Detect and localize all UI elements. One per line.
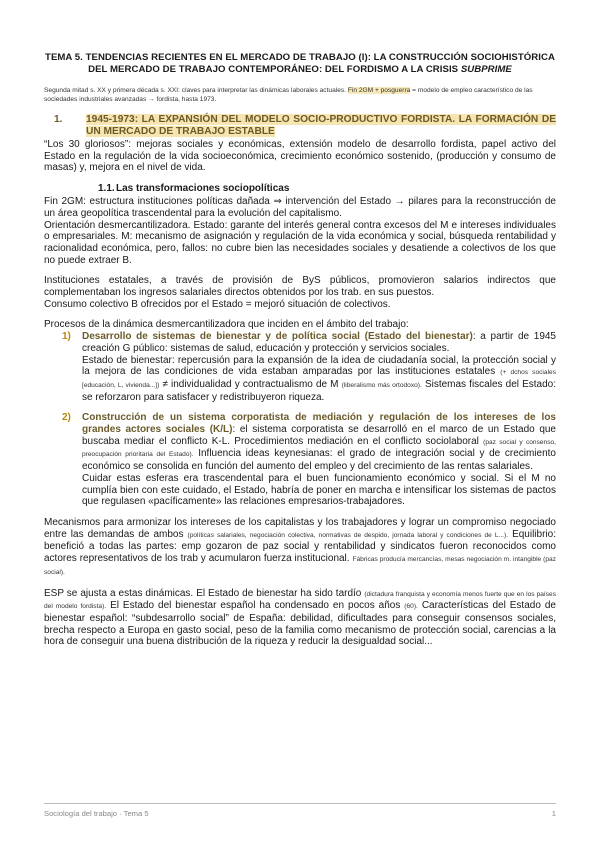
- section-1-paragraph: “Los 30 gloriosos”: mejoras sociales y económicas, extensión modelo de desarrollo fordista, papel activo del Estado en la regulación de la vida socioeconómica, crecimiento económico sostenido, (producción y consumo de masas) y, mejora en el nivel de vida.: [44, 139, 556, 174]
- corporatist-heading: Construcción de un sistema corporatista de mediación y regulación de los intereses de los grandes actores sociales (K/L): [82, 412, 556, 436]
- intro-paragraph: [44, 86, 556, 104]
- welfare-note-2: (liberalismo más ortodoxo).: [341, 381, 422, 389]
- subsection-heading: [44, 183, 556, 195]
- welfare-note-1: (+ dchos sociales [educación, L, vivienda...]): [82, 369, 556, 389]
- spain-text-3: Características del Estado de bienestar español: “subdesarrollo social” de España: debilidad, dificultades para conseguir consensos sociales, brecha respecto a Europa en gasto social, peso de la familia como mecanismo de protección social, carencias a la hora de conseguir una buena distribución de la riqueza y reducir la desigualdad social...: [44, 600, 556, 648]
- corporatist-paragraph-a: [82, 412, 556, 473]
- welfare-text-b3: Sistemas fiscales del Estado: se reforzaron para satisfacer y redistribuyeron riqueza.: [82, 378, 556, 403]
- footer-page-number: 1: [551, 809, 556, 818]
- section-1-title: 1945-1973: LA EXPANSIÓN DEL MODELO SOCIO-PRODUCTIVO FORDISTA. LA FORMACIÓN DE UN MERCADO DE TRABAJO ESTABLE: [86, 114, 556, 137]
- subsection-number: 1.1.: [98, 183, 115, 195]
- paragraph-processes: Procesos de la dinámica desmercantilizadora que inciden en el ámbito del trabajo:: [44, 319, 409, 331]
- mechanisms-text-2: Equilibrio: benefició a todas las partes: emp gozaron de paz social y rentabilidad y sindicatos fueron reconocidos como actores representativos de los trab y acumularon fuerza institucional.: [44, 528, 556, 565]
- corporatist-text-a1: : el sistema corporatista se desarrolló en el marco de un Estado que buscaba mediar el conflicto K-L. Procedimientos mediación en el conflicto sociolaboral: [82, 424, 556, 447]
- mechanisms-note-2: Fábricas producía mercancías, mesas negociación m. intangible (paz social).: [44, 556, 556, 576]
- title-text: TEMA 5. TENDENCIAS RECIENTES EN EL MERCADO DE TRABAJO (I): LA CONSTRUCCIÓN SOCIOHISTÓRICA DEL MERCADO DE TRABAJO CONTEMPORÁNEO: DEL FORDISMO A LA CRISIS: [45, 52, 555, 75]
- intro-text-b: = modelo de empleo característico de las sociedades industriales avanzadas → fordista, hasta 1973.: [44, 87, 533, 103]
- section-1-heading: [44, 114, 556, 138]
- intro-text-a: Segunda mitad s. XX y primera década s. XXI: claves para interpretar las dinámicas laborales actuales.: [44, 87, 346, 94]
- mechanisms-text-1: Mecanismos para armonizar los intereses de los capitalistas y los trabajadores y lograr un compromiso negociado entre las demandas de ambos: [44, 516, 556, 540]
- corporatist-text-a2: Influencia ideas keynesianas: el grado de integración social y de crecimiento económico se consolida en función del aumento del empleo y del crecimiento de las rentas salariales.: [82, 448, 556, 473]
- subsection-title: Las transformaciones sociopolíticas: [116, 183, 290, 195]
- section-1-number: 1.: [54, 114, 63, 125]
- document-title: [44, 52, 556, 76]
- footer-course-label: Sociología del trabajo · Tema 5: [44, 809, 149, 818]
- list-marker-1: 1): [62, 331, 71, 343]
- welfare-text-b2: ≠ individualidad y contractualismo de M: [159, 378, 342, 390]
- welfare-text-a: : a partir de 1945 creación G público: sistemas de salud, educación y protección y servicios sociales.: [82, 331, 556, 354]
- welfare-paragraph-a: [82, 331, 556, 354]
- mechanisms-note-1: (políticas salariales, negociación colectiva, normativas de despido, jornada laboral y condiciones de L...).: [187, 531, 509, 539]
- list-item-welfare: [44, 331, 556, 403]
- welfare-text-b1: Estado de bienestar: repercusión para la expansión de la idea de ciudadanía social, la protección social y la mejora de las condiciones de vida estaban amparadas por las instituciones estatales: [82, 354, 556, 378]
- welfare-heading: Desarrollo de sistemas de bienestar y de política social (Estado del bienestar): [82, 331, 473, 343]
- page-footer: [44, 803, 556, 818]
- spain-note-2: (60).: [404, 603, 418, 611]
- title-emphasis: SUBPRIME: [460, 64, 512, 75]
- paragraph-postwar: Fin 2GM: estructura instituciones políticas dañada ⇒ intervención del Estado → pilares para la reconstrucción de un área geopolítica trascendental para la evolución del capitalismo.: [44, 196, 556, 219]
- spain-text-1: ESP se ajusta a estas dinámicas. El Estado de bienestar ha sido tardío: [44, 587, 365, 599]
- paragraph-institutions: Instituciones estatales, a través de provisión de ByS públicos, promovieron salarios indirectos que complementaban los ingresos salariales directos obtenidos por los trab. en sus puestos.: [44, 275, 556, 299]
- corporatist-paragraph-b: Cuidar estas esferas era trascendental para el buen funcionamiento económico y social. Si el M no cumplía bien con este cuidado, el Estado, habría de poner en marcha e intensificar los sistemas de pactos que regulasen «pacíficamente» las relaciones empresarios-trabajadores.: [82, 472, 556, 508]
- spain-text-2: El Estado del bienestar español ha condensado en pocos años: [106, 600, 405, 612]
- spain-note-1: (dictadura franquista y economía menos fuerte que en los países del modelo fordista).: [44, 590, 556, 611]
- welfare-paragraph-b: [82, 355, 556, 404]
- paragraph-orientation: Orientación desmercantilizadora. Estado: garante del interés general contra excesos del M e intereses individuales o empresariales. M: mecanismo de asignación y regulación de la vida económica y social, búsqueda rentabilidad y racionalidad económica, pero, fallos: no cubre bien las necesidades sociales y desatiende a colectivos de los que no puede extraer B.: [44, 219, 556, 266]
- paragraph-spain: [44, 588, 556, 649]
- intro-highlight: Fin 2GM + posguerra: [347, 87, 411, 94]
- page-content: [44, 52, 556, 648]
- list-item-corporatist: [44, 412, 556, 508]
- corporatist-note: (paz social y consenso, preocupación prioritaria del Estado).: [82, 438, 557, 459]
- paragraph-mechanisms: [44, 517, 556, 579]
- paragraph-consumption: Consumo colectivo B ofrecidos por el Estado = mejoró situación de colectivos.: [44, 298, 391, 310]
- list-marker-2: 2): [62, 412, 71, 424]
